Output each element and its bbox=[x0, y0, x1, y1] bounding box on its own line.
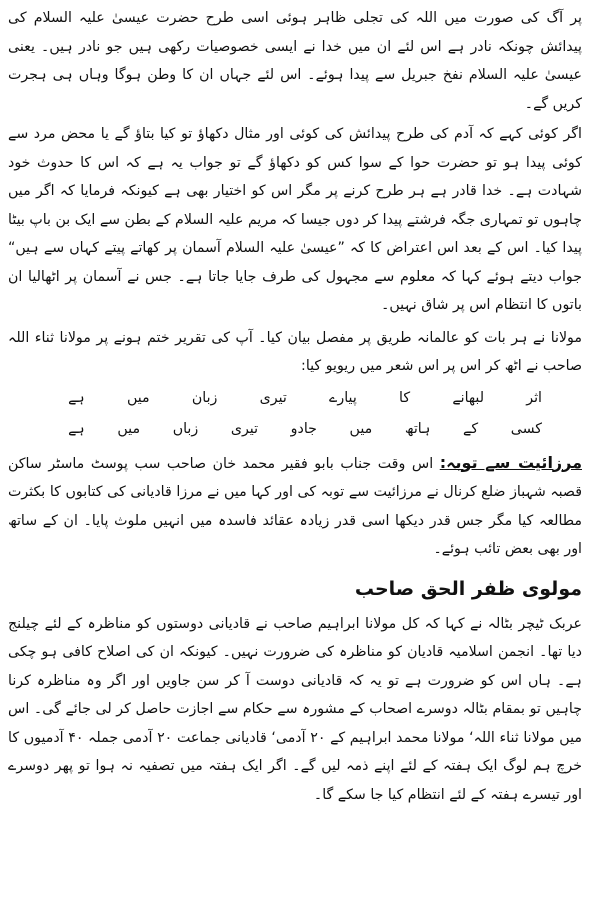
paragraph-4-body: اس وقت جناب بابو فقیر محمد خان صاحب سب پوسٹ ماسٹر ساکن قصبہ شہباز ضلع کرنال نے مرزائیت سے توبہ کی اور کہا میں نے مرزا قادیانی کی کتابوں کا بکثرت مطالعہ کیا مگر جس قدر دیکھا اسی قدر زیادہ عقائد فاسدہ میں انہیں ملوث پایا۔ ان کے ساتھ اور بھی بعض تائب ہوئے۔ bbox=[8, 455, 582, 557]
poem-word: زبان bbox=[191, 389, 218, 406]
paragraph-1: پر آگ کی صورت میں اللہ کی تجلی ظاہر ہوئی اسی طرح حضرت عیسیٰ علیہ السلام کی پیدائش چونکہ نادر ہے اس لئے ان میں خدا نے ایسی خصوصیات رکھی ہیں جو نادر ہیں۔ یعنی عیسیٰ علیہ السلام نفخ جبریل سے پیدا ہوئے۔ اس لئے جہاں ان کا وطن ہوگا وہاں ہی ہجرت کریں گے۔ bbox=[8, 10, 582, 112]
poem-word: تیری bbox=[259, 389, 287, 406]
poem-word: ہے bbox=[68, 389, 85, 406]
poem-word: میں bbox=[126, 389, 150, 406]
paragraph-5: عربک ٹیچر بٹالہ نے کہا کہ کل مولانا ابراہیم صاحب نے قادیانی دوستوں کو مناظرہ کے لئے چیلنج دیا تھا۔ انجمن اسلامیہ قادیان کو مناظرہ کی ضرورت نہیں۔ کیونکہ ان کی اصلاح کافی ہو چکی ہے۔ ہاں اس کو ضرورت ہے تو یہ کہ قادیانی دوست آ کر سن جاویں اور اگر وہ مناظرہ کرنا چاہیں تو بمقام بٹالہ دوسرے اصحاب کے مشورہ سے حکام سے اجازت حاصل کر لی جائے گی۔ اس میں مولانا ثناء اللہ‘ مولانا محمد ابراہیم کے ۲۰ آدمی‘ قادیانی جماعت ۲۰ آدمی جملہ ۴۰ آدمیوں کا خرچ ہم لوگ ایک ہفتہ کے لئے اپنے ذمہ لیں گے۔ اگر ایک ہفتہ میں تصفیہ نہ ہوا تو پھر دوسرے اور تیسرے ہفتہ کے لئے انتظام کیا جا سکے گا۔ bbox=[8, 615, 582, 803]
poem-word: میں bbox=[349, 420, 373, 437]
poem-word: تیری bbox=[230, 420, 259, 437]
poem-word: پیارے bbox=[329, 389, 357, 406]
paragraph-4 bbox=[8, 449, 582, 564]
poem-word: زباں bbox=[172, 420, 199, 437]
poem-word: میں bbox=[117, 420, 141, 437]
poem-word: جادو bbox=[290, 420, 317, 437]
poem-word: کا bbox=[399, 389, 411, 406]
section-heading: مولوی ظفر الحق صاحب bbox=[354, 577, 582, 600]
poem-word: کے bbox=[463, 420, 479, 437]
poem-line-2 bbox=[68, 414, 542, 445]
poem-word: ہے bbox=[68, 420, 85, 437]
poem-word: کسی bbox=[510, 420, 542, 437]
poem-word: اثر bbox=[526, 389, 542, 406]
poem-couplet bbox=[68, 383, 542, 445]
poem-word: ہاتھ bbox=[404, 420, 431, 437]
section-lead-title: مرزائیت سے توبہ: bbox=[439, 452, 582, 472]
paragraph-3: مولانا نے ہر بات کو عالمانہ طریق پر مفصل بیان کیا۔ آپ کی تقریر ختم ہونے پر مولانا ثناء اللہ صاحب نے اٹھ کر اس پر اس شعر میں ریویو کیا: bbox=[8, 329, 582, 374]
paragraph-2: اگر کوئی کہے کہ آدم کی طرح پیدائش کی کوئی اور مثال دکھاؤ تو کیا بتاؤ گے یا محض مرد سے کوئی پیدا ہو تو حضرت حوا کے سوا کس کو دکھاؤ گے تو جواب یہ ہے کہ اس کا حدوث خود شہادت ہے۔ خدا قادر ہے ہر طرح کرنے پر مگر اس کو اختیار بھی ہے کیونکہ فرمایا کہ اگر میں چاہوں تو تمہاری جگہ فرشتے پیدا کر دوں جیسا کہ مریم علیہ السلام کے بطن سے ایک بن باپ بیٹا پیدا کیا۔ اس کے بعد اس اعتراض کا کہ ”عیسیٰ علیہ السلام آسمان پر کھاتے پیتے کہاں سے ہیں“ جواب دیتے ہوئے کہا کہ معلوم سے مجہول کی طرف جایا جاتا ہے۔ جس نے آسمان پر اٹھالیا ان باتوں کا انتظام اس پر شاق نہیں۔ bbox=[8, 126, 582, 313]
poem-line-1 bbox=[68, 383, 542, 414]
poem-word: لبھانے bbox=[452, 389, 485, 406]
